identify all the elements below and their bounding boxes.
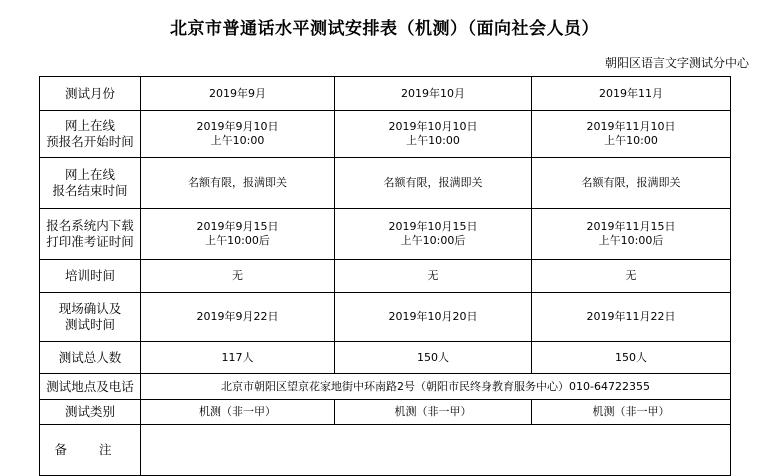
table-row-total <box>40 342 731 374</box>
table-row-confirm <box>40 293 731 342</box>
table-row-month <box>40 77 731 111</box>
online-start-cell: 2019年9月10日 上午10:00 <box>141 111 335 158</box>
training-cell: 无 <box>335 260 532 293</box>
table-row-type <box>40 400 731 425</box>
online-end-cell: 名额有限，报满即关 <box>335 158 532 209</box>
schedule-table <box>39 76 731 476</box>
row-label-training: 培训时间 <box>40 260 141 293</box>
online-end-cell: 名额有限，报满即关 <box>532 158 731 209</box>
document-title: 北京市普通话水平测试安排表（机测）（面向社会人员） <box>170 19 599 39</box>
type-cell: 机测（非一甲） <box>532 400 731 425</box>
print-cell: 2019年9月15日 上午10:00后 <box>141 209 335 260</box>
place-cell: 北京市朝阳区望京花家地街中环南路2号（朝阳市民终身教育服务中心）010-64722355 <box>141 374 731 400</box>
total-cell: 117人 <box>141 342 335 374</box>
table-row-note <box>40 425 731 476</box>
table-row-online-start <box>40 111 731 158</box>
note-cell <box>141 425 731 476</box>
month-cell: 2019年10月 <box>335 77 532 111</box>
row-label-confirm: 现场确认及 测试时间 <box>40 293 141 342</box>
table-row-training <box>40 260 731 293</box>
row-label-type: 测试类别 <box>40 400 141 425</box>
type-cell: 机测（非一甲） <box>335 400 532 425</box>
confirm-cell: 2019年11月22日 <box>532 293 731 342</box>
total-cell: 150人 <box>335 342 532 374</box>
row-label-note: 备 注 <box>40 425 141 476</box>
training-cell: 无 <box>141 260 335 293</box>
row-label-total: 测试总人数 <box>40 342 141 374</box>
table-row-online-end <box>40 158 731 209</box>
type-cell: 机测（非一甲） <box>141 400 335 425</box>
month-cell: 2019年9月 <box>141 77 335 111</box>
table-row-print <box>40 209 731 260</box>
training-cell: 无 <box>532 260 731 293</box>
month-cell: 2019年11月 <box>532 77 731 111</box>
confirm-cell: 2019年10月20日 <box>335 293 532 342</box>
organizer-name: 朝阳区语言文字测试分中心 <box>604 56 749 70</box>
row-label-online-end: 网上在线 报名结束时间 <box>40 158 141 209</box>
print-cell: 2019年10月15日 上午10:00后 <box>335 209 532 260</box>
total-cell: 150人 <box>532 342 731 374</box>
online-start-cell: 2019年10月10日 上午10:00 <box>335 111 532 158</box>
online-end-cell: 名额有限，报满即关 <box>141 158 335 209</box>
row-label-print: 报名系统内下载 打印准考证时间 <box>40 209 141 260</box>
row-label-place: 测试地点及电话 <box>40 374 141 400</box>
table-row-place <box>40 374 731 400</box>
confirm-cell: 2019年9月22日 <box>141 293 335 342</box>
print-cell: 2019年11月15日 上午10:00后 <box>532 209 731 260</box>
row-label-month: 测试月份 <box>40 77 141 111</box>
row-label-online-start: 网上在线 预报名开始时间 <box>40 111 141 158</box>
online-start-cell: 2019年11月10日 上午10:00 <box>532 111 731 158</box>
